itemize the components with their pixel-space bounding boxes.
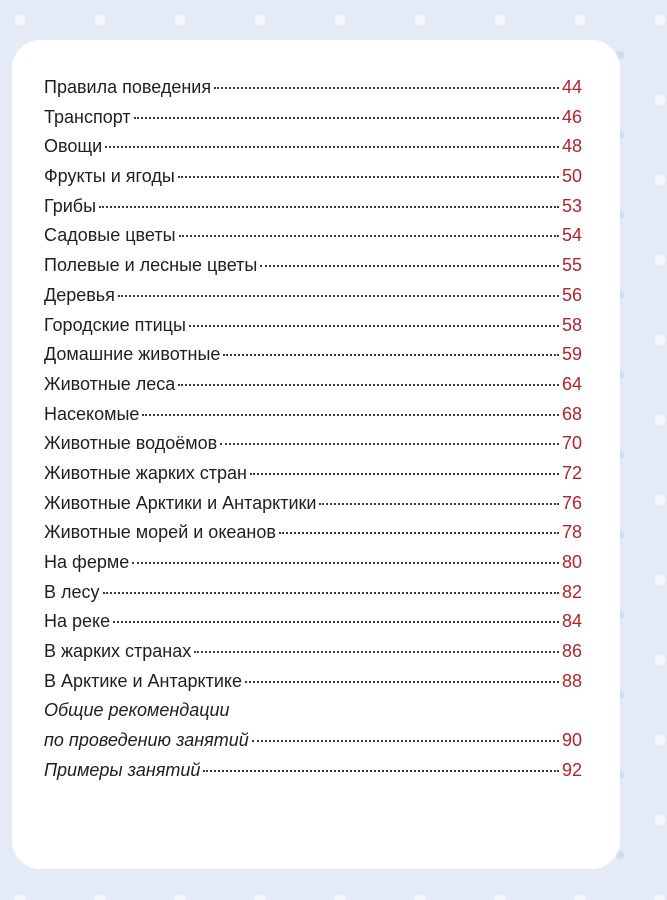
toc-entry-title: Овощи bbox=[44, 136, 103, 157]
toc-entry[interactable] bbox=[44, 641, 582, 671]
toc-entry-title: Деревья bbox=[44, 284, 115, 305]
toc-entry[interactable] bbox=[44, 225, 582, 255]
toc-entry-page: 72 bbox=[561, 462, 582, 483]
dot-leader bbox=[113, 621, 559, 623]
toc-entry-page: 92 bbox=[561, 759, 582, 780]
toc-entry-title: Садовые цветы bbox=[44, 225, 176, 246]
toc-entry-title: по проведению занятий bbox=[44, 730, 249, 751]
toc-entry-title: Животные водоёмов bbox=[44, 433, 218, 454]
toc-entry-title: Животные жарких стран bbox=[44, 462, 247, 483]
toc-entry-page: 84 bbox=[561, 611, 582, 632]
dot-leader bbox=[260, 265, 559, 267]
toc-entry[interactable] bbox=[44, 611, 582, 641]
dot-leader bbox=[245, 681, 559, 683]
toc-entry-page: 58 bbox=[561, 314, 582, 335]
toc-entry-page: 80 bbox=[561, 552, 582, 572]
toc-entry[interactable] bbox=[44, 285, 582, 315]
toc-entry-page: 76 bbox=[561, 492, 582, 513]
toc-entry-page: 48 bbox=[561, 136, 582, 157]
table-of-contents bbox=[44, 77, 582, 790]
dot-leader bbox=[223, 354, 559, 356]
toc-entry-title: На реке bbox=[44, 611, 111, 632]
toc-entry-title: В жарких странах bbox=[44, 641, 192, 662]
toc-entry-title: Фрукты и ягоды bbox=[44, 166, 175, 187]
dot-leader bbox=[132, 562, 559, 564]
toc-entry-title: Примеры занятий bbox=[44, 759, 201, 780]
toc-entry-title: Полевые и лесные цветы bbox=[44, 255, 258, 276]
toc-entry[interactable] bbox=[44, 107, 582, 137]
toc-entry-page: 54 bbox=[561, 225, 582, 246]
toc-entry-title: Насекомые bbox=[44, 403, 140, 424]
dot-leader bbox=[279, 532, 559, 534]
toc-entry-title: Транспорт bbox=[44, 106, 131, 127]
toc-entry[interactable] bbox=[44, 344, 582, 374]
dot-leader bbox=[194, 651, 559, 653]
dot-leader bbox=[105, 146, 559, 148]
toc-entry-page: 90 bbox=[561, 730, 582, 751]
dot-leader bbox=[99, 206, 559, 208]
toc-entry-page: 55 bbox=[561, 255, 582, 276]
toc-entry[interactable] bbox=[44, 166, 582, 196]
toc-entry-title: Общие рекомендации bbox=[44, 700, 230, 721]
dot-leader bbox=[103, 592, 559, 594]
toc-entry-examples[interactable] bbox=[44, 760, 582, 790]
toc-entry[interactable] bbox=[44, 463, 582, 493]
toc-entry-page: 88 bbox=[561, 670, 582, 691]
dot-leader bbox=[134, 117, 559, 119]
toc-entry[interactable] bbox=[44, 315, 582, 345]
dot-leader bbox=[319, 503, 558, 505]
dot-leader bbox=[214, 87, 559, 89]
toc-entry-title: Городские птицы bbox=[44, 314, 186, 335]
dot-leader bbox=[203, 770, 559, 772]
dot-leader bbox=[220, 443, 559, 445]
toc-entry-title: Животные морей и океанов bbox=[44, 522, 276, 543]
dot-leader bbox=[178, 176, 559, 178]
toc-entry[interactable] bbox=[44, 196, 582, 226]
toc-entry-page: 70 bbox=[561, 433, 582, 454]
toc-entry-title: Животные Арктики и Антарктики bbox=[44, 492, 317, 513]
toc-entry-page: 64 bbox=[561, 373, 582, 394]
toc-entry-title: Животные леса bbox=[44, 373, 176, 394]
toc-entry-page: 46 bbox=[561, 106, 582, 127]
toc-entry-page: 86 bbox=[561, 641, 582, 662]
dot-leader bbox=[189, 325, 559, 327]
toc-entry-title: Правила поведения bbox=[44, 77, 212, 97]
toc-entry-page: 82 bbox=[561, 581, 582, 602]
toc-entry-title: Грибы bbox=[44, 195, 97, 216]
toc-entry-page: 53 bbox=[561, 195, 582, 216]
toc-entry[interactable] bbox=[44, 552, 582, 582]
toc-entry-page: 78 bbox=[561, 522, 582, 543]
toc-entry-page: 68 bbox=[561, 403, 582, 424]
toc-entry[interactable] bbox=[44, 433, 582, 463]
toc-entry-title: В лесу bbox=[44, 581, 100, 602]
toc-entry-page: 59 bbox=[561, 344, 582, 365]
dot-leader bbox=[179, 235, 559, 237]
toc-entry[interactable] bbox=[44, 255, 582, 285]
toc-entry-title: На ферме bbox=[44, 552, 130, 572]
toc-entry[interactable] bbox=[44, 671, 582, 701]
toc-entry-recommendations-line2[interactable] bbox=[44, 730, 582, 760]
dot-leader bbox=[252, 740, 559, 742]
dot-leader bbox=[178, 384, 559, 386]
toc-entry-title: В Арктике и Антарктике bbox=[44, 670, 243, 691]
toc-entry[interactable] bbox=[44, 77, 582, 107]
toc-entry[interactable] bbox=[44, 493, 582, 523]
toc-entry[interactable] bbox=[44, 374, 582, 404]
toc-entry-recommendations-line1[interactable] bbox=[44, 700, 582, 730]
dot-leader bbox=[142, 414, 559, 416]
toc-entry[interactable] bbox=[44, 404, 582, 434]
toc-entry-page: 44 bbox=[561, 77, 582, 97]
toc-entry-title: Домашние животные bbox=[44, 344, 221, 365]
toc-entry-page: 56 bbox=[561, 284, 582, 305]
dot-leader bbox=[250, 473, 559, 475]
toc-entry[interactable] bbox=[44, 582, 582, 612]
toc-entry[interactable] bbox=[44, 136, 582, 166]
toc-entry-page: 50 bbox=[561, 166, 582, 187]
dot-leader bbox=[118, 295, 559, 297]
toc-entry[interactable] bbox=[44, 522, 582, 552]
